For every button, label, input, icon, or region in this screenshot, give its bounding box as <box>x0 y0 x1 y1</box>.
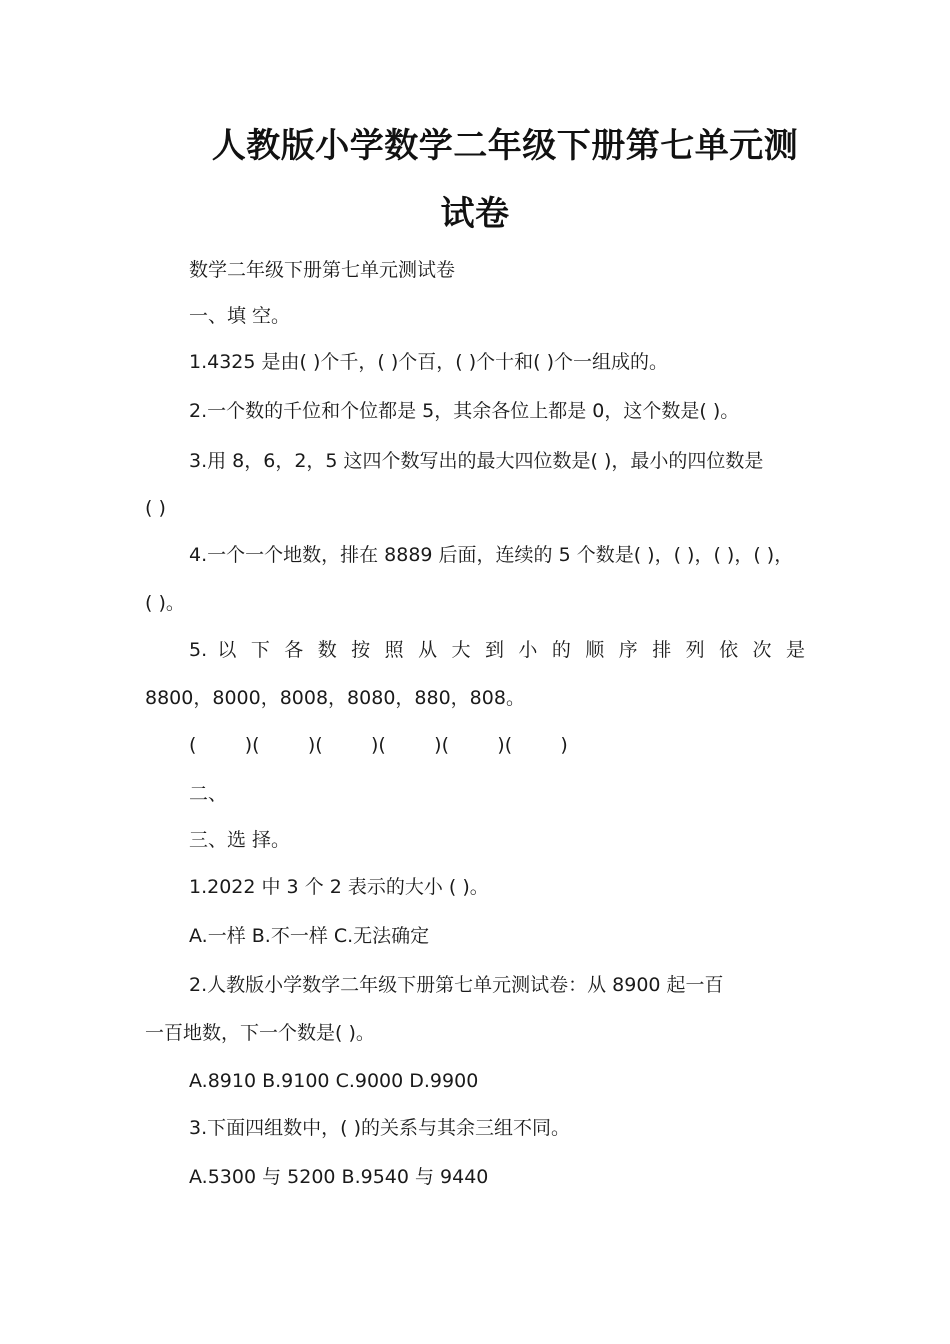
question-1-2: 2.一个数的千位和个位都是 5，其余各位上都是 0，这个数是( )。 <box>189 400 740 422</box>
question-3-2-options: A.8910 B.9100 C.9000 D.9900 <box>189 1070 479 1092</box>
document-title-line-1: 人教版小学数学二年级下册第七单元测 <box>211 126 799 166</box>
subtitle: 数学二年级下册第七单元测试卷 <box>189 259 456 281</box>
section-3-heading: 三、选 择。 <box>189 829 291 851</box>
question-3-3: 3.下面四组数中，( )的关系与其余三组不同。 <box>189 1117 570 1139</box>
question-3-1: 1.2022 中 3 个 2 表示的大小 ( )。 <box>189 876 489 898</box>
document-title-line-2: 试卷 <box>440 194 510 234</box>
question-1-3-line-2: ( ) <box>145 497 166 519</box>
question-3-3-options: A.5300 与 5200 B.9540 与 9440 <box>189 1166 489 1188</box>
question-1-4-line-1: 4.一个一个地数，排在 8889 后面，连续的 5 个数是( )，( )，( )，( )， <box>189 544 794 566</box>
question-1-4-line-2: ( )。 <box>145 592 185 614</box>
question-1-5-line-2: 8800，8000，8008，8080，880，808。 <box>145 687 525 709</box>
section-2-heading: 二、 <box>189 783 228 805</box>
section-1-heading: 一、填 空。 <box>189 305 291 327</box>
question-1-1: 1.4325 是由( )个千，( )个百，( )个十和( )个一组成的。 <box>189 351 668 373</box>
question-1-5-line-1: 5. 以 下 各 数 按 照 从 大 到 小 的 顺 序 排 列 依 次 是 <box>189 639 805 661</box>
question-1-5-answer-blanks: ( )( )( )( )( )( ) <box>189 734 568 756</box>
question-3-2-line-1: 2.人教版小学数学二年级下册第七单元测试卷：从 8900 起一百 <box>189 974 724 996</box>
question-3-1-options: A.一样 B.不一样 C.无法确定 <box>189 925 430 947</box>
question-1-3-line-1: 3.用 8，6，2，5 这四个数写出的最大四位数是( )，最小的四位数是 <box>189 450 764 472</box>
question-3-2-line-2: 一百地数，下一个数是( )。 <box>145 1022 375 1044</box>
